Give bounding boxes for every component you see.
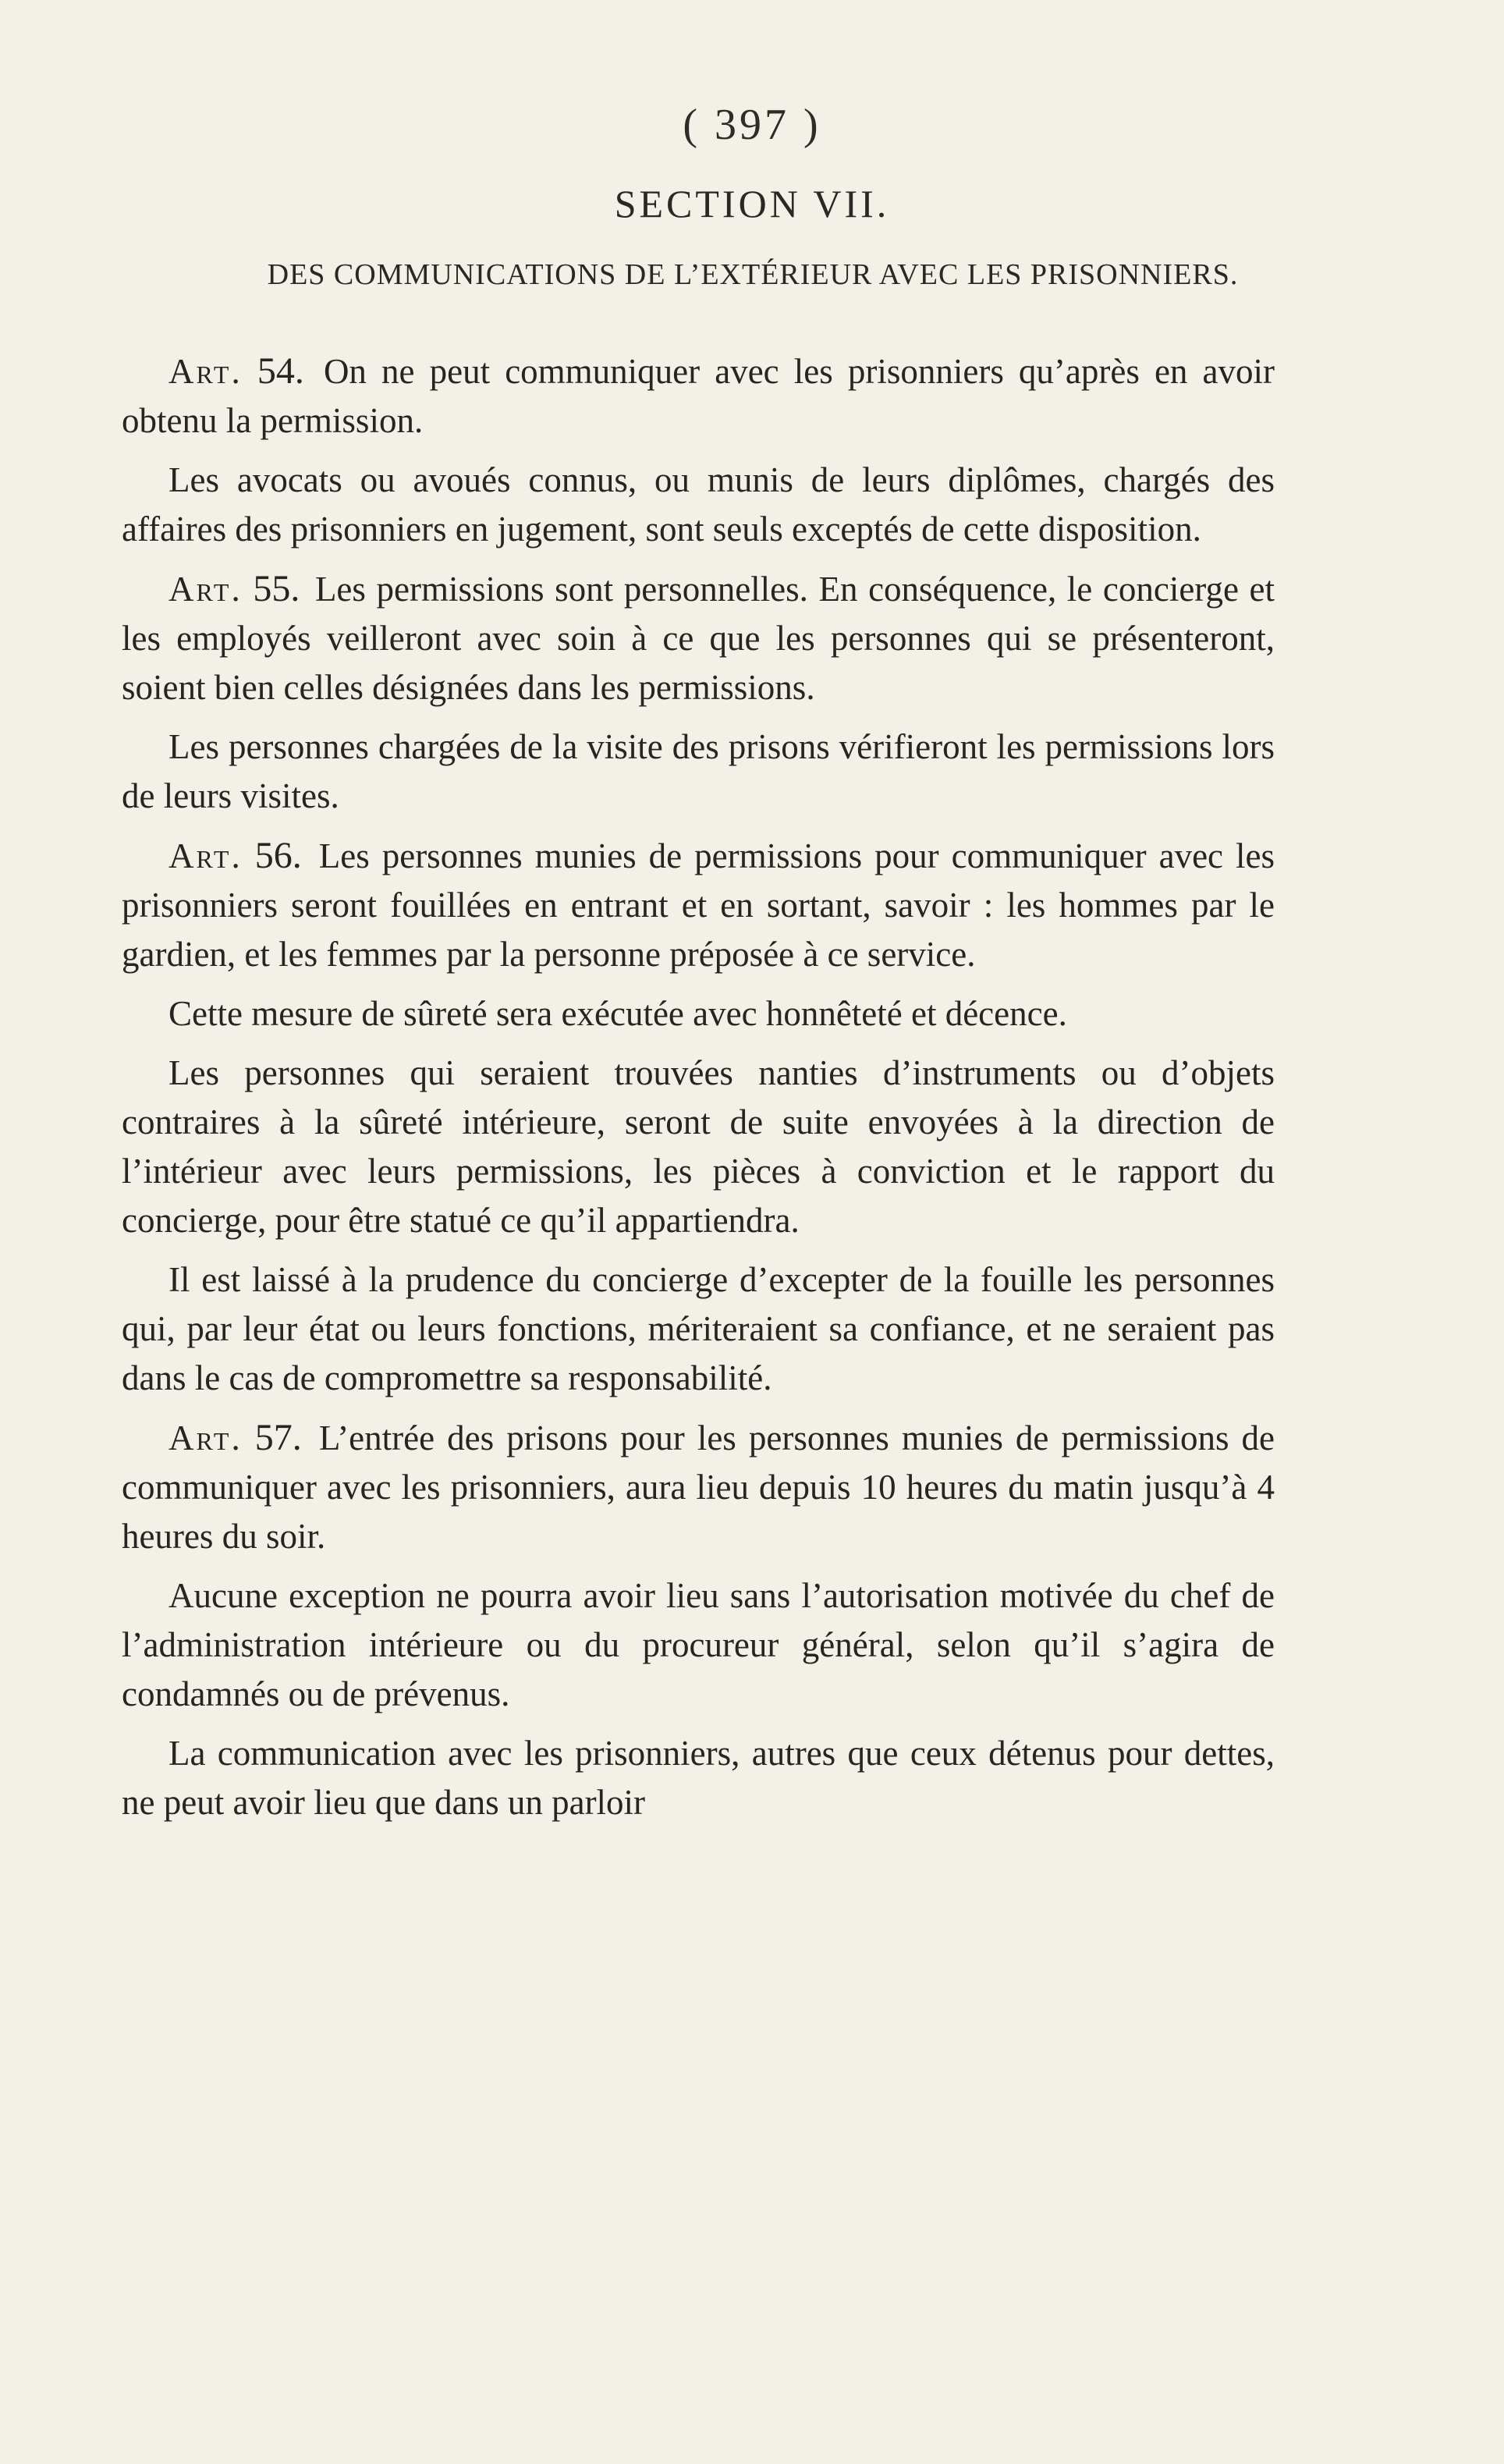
article-label: Art. xyxy=(168,836,243,875)
paragraph-exception xyxy=(122,1571,1275,1719)
paragraph-text: Cette mesure de sûreté sera exécutée avec honnêteté et décence. xyxy=(168,994,1067,1033)
paragraph-art-57 xyxy=(122,1413,1275,1561)
paragraph-text: Les avocats ou avoués connus, ou munis de leurs diplômes, chargés des affaires des prisonniers en jugement, sont seuls exceptés de cette disposition. xyxy=(122,460,1275,549)
paragraph-text: Aucune exception ne pourra avoir lieu sans l’autorisation motivée du chef de l’administration intérieure ou du procureur général, selon qu’il s’agira de condamnés ou de prévenus. xyxy=(122,1576,1275,1713)
paragraph-visites xyxy=(122,723,1275,821)
paragraph-surete xyxy=(122,989,1275,1039)
paragraph-art-55 xyxy=(122,564,1275,712)
paragraph-text: Les personnes munies de permissions pour communiquer avec les prisonniers seront fouillées en entrant et en sortant, savoir : les hommes par le gardien, et les femmes par la personne préposée à ce service. xyxy=(122,836,1275,974)
paragraph-art-54 xyxy=(122,346,1275,446)
paragraph-instruments xyxy=(122,1049,1275,1245)
body-text xyxy=(122,346,1275,1837)
paragraph-text: Il est laissé à la prudence du concierge d’excepter de la fouille les personnes qui, par leur état ou leurs fonctions, mériteraient sa confiance, et ne seraient pas dans le cas de compromettre sa responsabilité. xyxy=(122,1260,1275,1397)
paragraph-text: Les personnes chargées de la visite des prisons vérifieront les permissions lors de leurs visites. xyxy=(122,727,1275,815)
article-label: Art. xyxy=(168,1418,243,1457)
paragraph-fouille xyxy=(122,1255,1275,1403)
paragraph-avocats xyxy=(122,456,1275,554)
paragraph-text: L’entrée des prisons pour les personnes munies de permissions de communiquer avec les prisonniers, aura lieu depuis 10 heures du matin jusqu’à 4 heures du soir. xyxy=(122,1418,1275,1556)
paragraph-parloir xyxy=(122,1729,1275,1827)
article-label: Art. xyxy=(168,570,243,609)
paragraph-text: On ne peut communiquer avec les prisonniers qu’après en avoir obtenu la permission. xyxy=(122,352,1275,440)
article-number: 55. xyxy=(253,568,300,609)
section-title: SECTION VII. xyxy=(614,182,890,225)
article-label: Art. xyxy=(168,352,243,391)
paragraph-art-56 xyxy=(122,831,1275,979)
paragraph-text: Les personnes qui seraient trouvées nanties d’instruments ou d’objets contraires à la sûreté intérieure, seront de suite envoyées à la direction de l’intérieur avec leurs permissions, les pièces à conviction et le rapport du concierge, pour être statué ce qu’il appartiendra. xyxy=(122,1053,1275,1240)
page-number: ( 397 ) xyxy=(683,101,821,149)
article-number: 57. xyxy=(254,1417,302,1458)
article-number: 54. xyxy=(257,350,304,392)
paragraph-text: Les permissions sont personnelles. En conséquence, le concierge et les employés veilleront avec soin à ce que les personnes qui se présenteront, soient bien celles désignées dans les permissions. xyxy=(122,570,1275,707)
section-subtitle: DES COMMUNICATIONS DE L’EXTÉRIEUR AVEC LES PRISONNIERS. xyxy=(267,258,1239,291)
paragraph-text: La communication avec les prisonniers, autres que ceux détenus pour dettes, ne peut avoir lieu que dans un parloir xyxy=(122,1734,1275,1822)
article-number: 56. xyxy=(254,835,302,876)
